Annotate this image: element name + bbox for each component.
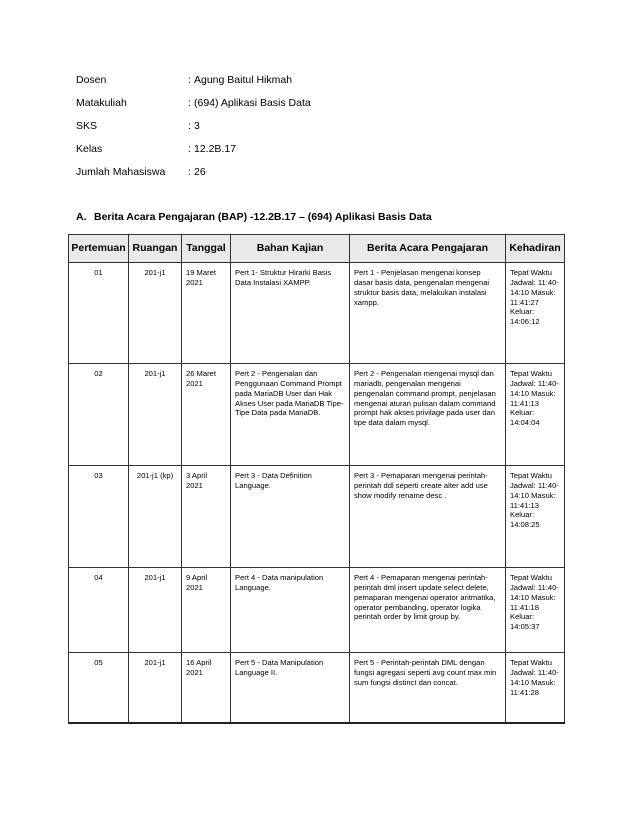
cell-berita-acara: Pert 2 - Pengenalan mengenai mysql dan mariadb, pengenalan mengenai pengenalan command prompt, penjelasan mengenai aturan pulisan dalam command prompt hak akses privilage pada user dan tipe data dalam mysql. xyxy=(350,364,506,466)
info-separator: : xyxy=(188,74,191,86)
info-label: Dosen xyxy=(76,74,107,86)
cell-pertemuan: 02 xyxy=(69,364,129,466)
cell-ruangan: 201-j1 xyxy=(129,364,182,466)
info-row-jumlah-mahasiswa xyxy=(76,166,311,189)
cell-kehadiran: Tepat Waktu Jadwal: 11:40-14:10 Masuk: 11:41:18 Keluar: 14:05:37 xyxy=(506,568,565,653)
cell-berita-acara: Pert 1 - Penjelasan mengenai konsep dasar basis data, pengenalan mengenai struktur basis data, melakukan instalasi xampp. xyxy=(350,263,506,364)
info-separator: : xyxy=(188,120,191,132)
table-row xyxy=(69,263,565,364)
cell-berita-acara: Pert 4 - Pemaparan mengenai perintah-perintah dml insert update select delete, pemaparan mengenai operator aritmatika, operator pembanding, operator logika perintah order by limit group by. xyxy=(350,568,506,653)
info-separator: : xyxy=(188,143,191,155)
info-value: Agung Baitul Hikmah xyxy=(194,74,293,86)
section-letter: A. xyxy=(76,211,87,223)
info-row-dosen xyxy=(76,74,311,97)
cell-kehadiran: Tepat Waktu Jadwal: 11:40-14:10 Masuk: 11:41:28 xyxy=(506,653,565,723)
cell-pertemuan: 01 xyxy=(69,263,129,364)
header-bahan-kajian: Bahan Kajian xyxy=(231,235,350,263)
header-tanggal: Tanggal xyxy=(182,235,231,263)
info-label: Jumlah Mahasiswa xyxy=(76,166,166,178)
cell-tanggal: 26 Maret 2021 xyxy=(182,364,231,466)
section-heading xyxy=(76,211,432,223)
info-separator: : xyxy=(188,97,191,109)
cell-ruangan: 201-j1 xyxy=(129,568,182,653)
course-info xyxy=(76,74,311,189)
info-value: 26 xyxy=(194,166,206,178)
cell-tanggal: 3 April 2021 xyxy=(182,466,231,568)
table-row xyxy=(69,364,565,466)
info-row-matakuliah xyxy=(76,97,311,120)
info-label: Matakuliah xyxy=(76,97,127,109)
info-separator: : xyxy=(188,166,191,178)
cell-bahan-kajian: Pert 1- Struktur Hirarki Basis Data Instalasi XAMPP. xyxy=(231,263,350,364)
info-value: 3 xyxy=(194,120,200,132)
cell-kehadiran: Tepat Waktu Jadwal: 11:40-14:10 Masuk: 11:41:27 Keluar: 14:06:12 xyxy=(506,263,565,364)
cell-berita-acara: Pert 3 - Pemaparan mengenai perintah-perintah ddl seperti create alter add use show modify rename desc . xyxy=(350,466,506,568)
info-label: Kelas xyxy=(76,143,103,155)
cell-pertemuan: 05 xyxy=(69,653,129,723)
cell-bahan-kajian: Pert 3 - Data Definition Language. xyxy=(231,466,350,568)
header-pertemuan: Pertemuan xyxy=(69,235,129,263)
header-berita-acara: Berita Acara Pengajaran xyxy=(350,235,506,263)
info-row-sks xyxy=(76,120,311,143)
cell-ruangan: 201-j1 (kp) xyxy=(129,466,182,568)
cell-tanggal: 9 April 2021 xyxy=(182,568,231,653)
cell-pertemuan: 03 xyxy=(69,466,129,568)
cell-kehadiran: Tepat Waktu Jadwal: 11:40-14:10 Masuk: 11:41:13 Keluar: 14:08:25 xyxy=(506,466,565,568)
info-value: (694) Aplikasi Basis Data xyxy=(194,97,311,109)
section-title: Berita Acara Pengajaran (BAP) -12.2B.17 – (694) Aplikasi Basis Data xyxy=(94,211,432,223)
bap-table xyxy=(68,234,565,724)
cell-tanggal: 16 April 2021 xyxy=(182,653,231,723)
cell-bahan-kajian: Pert 5 - Data Manipulation Language II. xyxy=(231,653,350,723)
info-row-kelas xyxy=(76,143,311,166)
cell-berita-acara: Pert 5 - Perintah-perintah DML dengan fungsi agregasi seperti avg count max min sum fungsi distinct dan concat. xyxy=(350,653,506,723)
table-header-row xyxy=(69,235,565,263)
cell-ruangan: 201-j1 xyxy=(129,263,182,364)
cell-kehadiran: Tepat Waktu Jadwal: 11:40-14:10 Masuk: 11:41:13 Keluar: 14:04:04 xyxy=(506,364,565,466)
header-ruangan: Ruangan xyxy=(129,235,182,263)
info-value: 12.2B.17 xyxy=(194,143,237,155)
cell-tanggal: 19 Maret 2021 xyxy=(182,263,231,364)
cell-bahan-kajian: Pert 2 - Pengenalan dan Penggunaan Command Prompt pada MariaDB User dan Hak Akses User pada MariaDB Tipe-Tipe Data pada MariaDB. xyxy=(231,364,350,466)
table-row xyxy=(69,568,565,653)
header-kehadiran: Kehadiran xyxy=(506,235,565,263)
cell-bahan-kajian: Pert 4 - Data manipulation Language. xyxy=(231,568,350,653)
table-row xyxy=(69,653,565,723)
cell-ruangan: 201-j1 xyxy=(129,653,182,723)
info-label: SKS xyxy=(76,120,98,132)
table-row xyxy=(69,466,565,568)
cell-pertemuan: 04 xyxy=(69,568,129,653)
